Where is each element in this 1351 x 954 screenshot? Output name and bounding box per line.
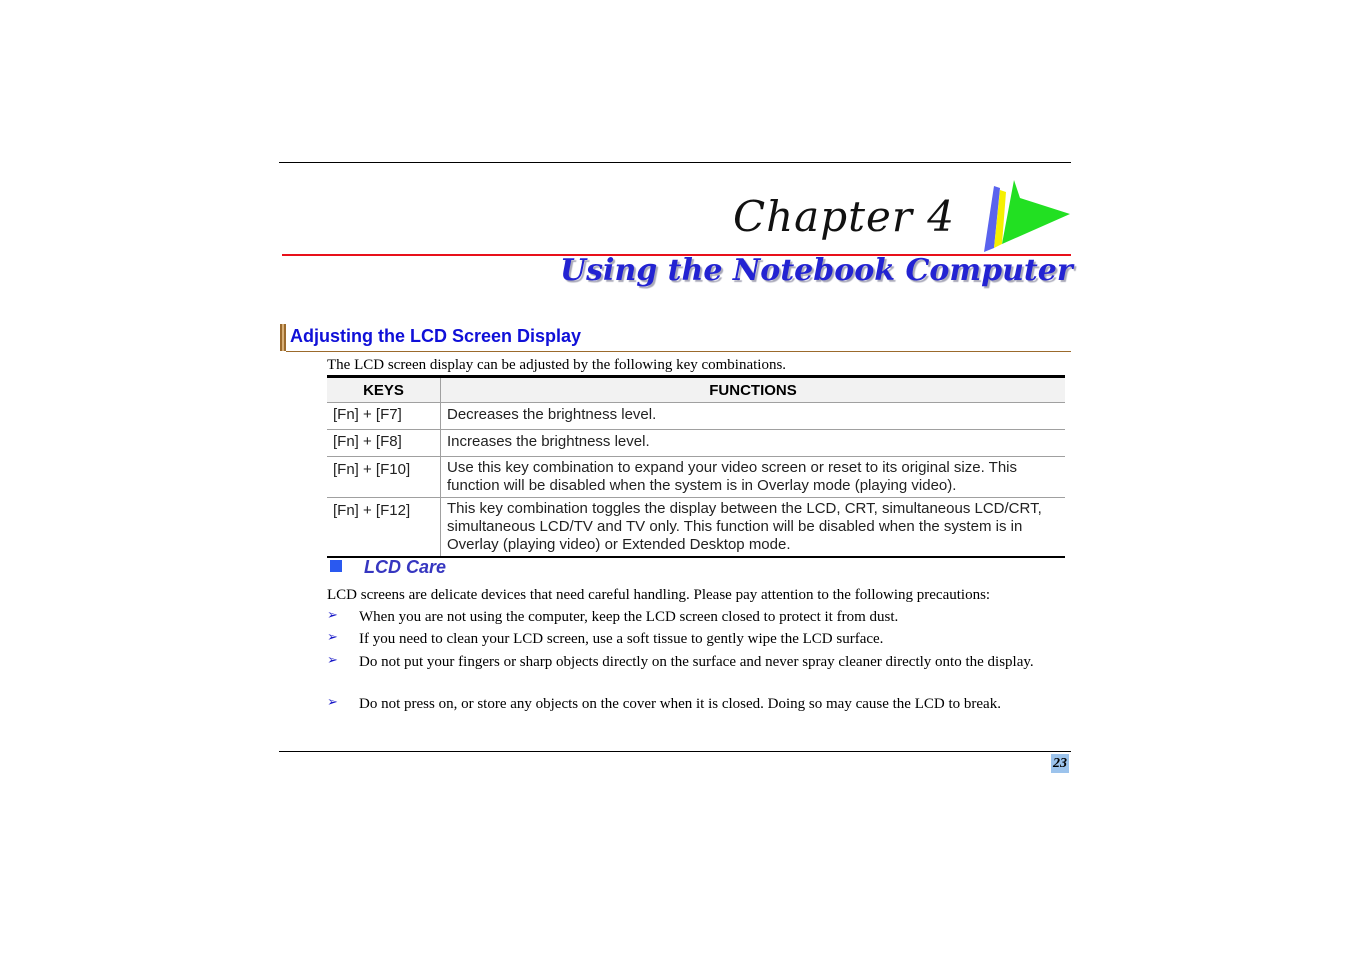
lcd-care-title: LCD Care xyxy=(364,557,447,577)
list-item-text: Do not press on, or store any objects on the cover when it is closed. Doing so may cause the LCD to break. xyxy=(359,696,1001,712)
function-cell: Increases the brightness level. xyxy=(441,430,1066,457)
key-cell: [Fn] + [F12] xyxy=(327,498,441,558)
keys-header: KEYS xyxy=(327,377,441,403)
key-combinations-table xyxy=(327,375,1065,558)
bottom-rule xyxy=(279,751,1071,752)
lcd-care-intro: LCD screens are delicate devices that need careful handling. Please pay attention to the following precautions: xyxy=(327,587,991,603)
page-number: 23 xyxy=(1053,756,1067,771)
table-row xyxy=(327,430,1065,457)
arrow-bullet-icon: ➢ xyxy=(327,695,338,710)
list-item-text: If you need to clean your LCD screen, use a soft tissue to gently wipe the LCD surface. xyxy=(359,631,884,647)
table-header-row xyxy=(327,377,1065,403)
square-bullet-icon xyxy=(330,560,342,572)
arrow-bullet-icon: ➢ xyxy=(327,608,338,623)
function-cell: Decreases the brightness level. xyxy=(441,403,1066,430)
table-row xyxy=(327,457,1065,498)
functions-header: FUNCTIONS xyxy=(441,377,1066,403)
list-item-text: When you are not using the computer, keep the LCD screen closed to protect it from dust. xyxy=(359,609,899,625)
section-intro: The LCD screen display can be adjusted by the following key combinations. xyxy=(327,357,787,373)
chapter-logo-icon xyxy=(980,178,1072,254)
key-cell: [Fn] + [F8] xyxy=(327,430,441,457)
chapter-heading: Chapter 4 xyxy=(733,192,955,241)
section-title: Adjusting the LCD Screen Display xyxy=(290,326,582,346)
section-marker xyxy=(280,324,286,351)
list-item-text: Do not put your fingers or sharp objects directly on the surface and never spray cleaner directly onto the display. xyxy=(359,654,1034,670)
top-rule xyxy=(279,162,1071,163)
arrow-bullet-icon: ➢ xyxy=(327,653,338,668)
section-rule xyxy=(286,351,1071,352)
chapter-title: Using the Notebook Computer xyxy=(560,253,1073,288)
arrow-bullet-icon: ➢ xyxy=(327,630,338,645)
table-row xyxy=(327,498,1065,558)
table-row xyxy=(327,403,1065,430)
function-cell: Use this key combination to expand your video screen or reset to its original size. This function will be disabled when the system is in Overlay mode (playing video). xyxy=(441,457,1066,498)
key-cell: [Fn] + [F7] xyxy=(327,403,441,430)
function-cell: This key combination toggles the display between the LCD, CRT, simultaneous LCD/CRT, simultaneous LCD/TV and TV only. This function will be disabled when the system is in Overlay (playing video) or Extended Desktop mode. xyxy=(447,500,1042,553)
key-cell: [Fn] + [F10] xyxy=(327,457,441,498)
